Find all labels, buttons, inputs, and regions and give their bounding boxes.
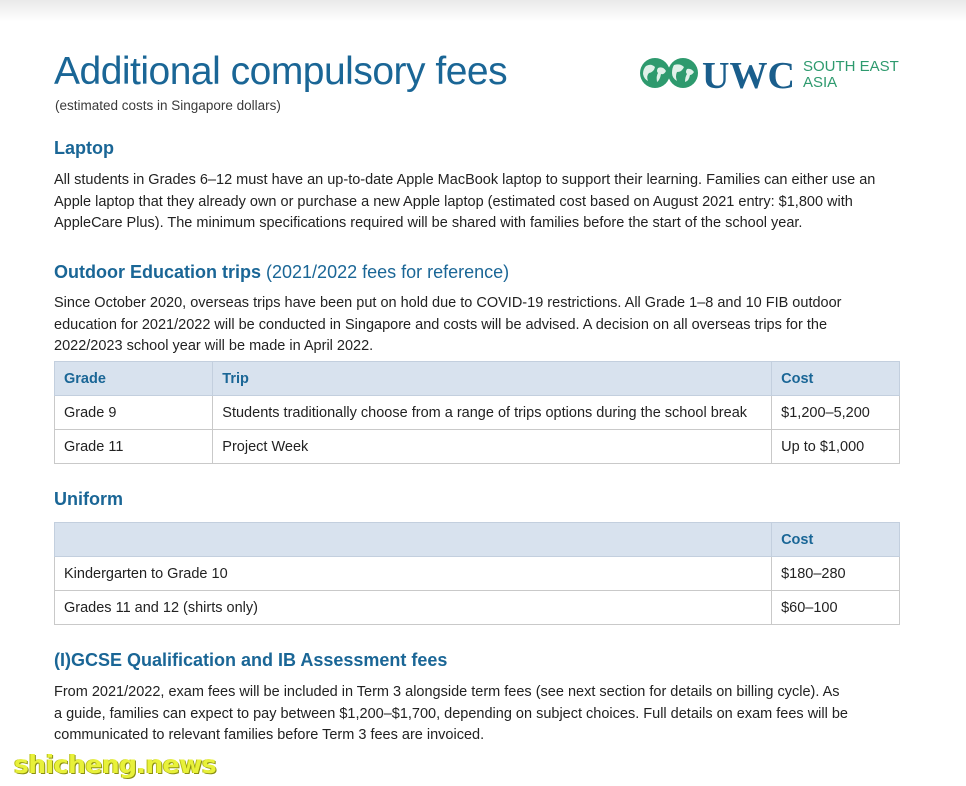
column-header-cost: Cost [772, 523, 900, 557]
cell-cost: Up to $1,000 [772, 430, 900, 464]
outdoor-trips-table [54, 361, 900, 464]
column-header-item [55, 523, 772, 557]
cell-cost: $180–280 [772, 557, 900, 591]
paragraph-line: communicated to relevant families before Term 3 fees are invoiced. [54, 727, 485, 743]
exam-paragraph [54, 682, 900, 747]
uwc-logo [636, 54, 906, 94]
section-heading-outdoor [54, 262, 509, 283]
cell-cost: $60–100 [772, 591, 900, 625]
outdoor-paragraph [54, 293, 900, 358]
cell-cost: $1,200–5,200 [772, 396, 900, 430]
globe-icon [668, 58, 698, 88]
page-title: Additional compulsory fees [54, 50, 508, 93]
table-row [55, 430, 900, 464]
paragraph-line: AppleCare Plus). The minimum specifications required will be shared with families before the start of the school year. [54, 215, 803, 231]
paragraph-line: Since October 2020, overseas trips have been put on hold due to COVID-19 restrictions. All Grade 1–8 and 10 FIB outdoor [54, 295, 842, 311]
column-header-cost: Cost [772, 362, 900, 396]
column-header-grade: Grade [55, 362, 213, 396]
paragraph-line: 2022/2023 school year will be made in April 2022. [54, 338, 374, 354]
paragraph-line: From 2021/2022, exam fees will be included in Term 3 alongside term fees (see next section for details on billing cycle). As [54, 684, 840, 700]
table-row [55, 396, 900, 430]
section-heading-laptop: Laptop [54, 138, 114, 158]
table-header-row [55, 523, 900, 557]
cell-grade: Grade 9 [55, 396, 213, 430]
logo-sub-line1: SOUTH EAST [803, 58, 899, 75]
cell-grade: Grade 11 [55, 430, 213, 464]
section-heading-uniform: Uniform [54, 489, 123, 509]
paragraph-line: a guide, families can expect to pay between $1,200–$1,700, depending on subject choices. Full details on exam fees will be [54, 705, 848, 722]
cell-trip: Project Week [213, 430, 772, 464]
globe-icon [640, 58, 670, 88]
cell-trip: Students traditionally choose from a range of trips options during the school break [213, 396, 772, 430]
cell-item: Kindergarten to Grade 10 [55, 557, 772, 591]
table-header-row [55, 362, 900, 396]
page-subtitle: (estimated costs in Singapore dollars) [55, 98, 281, 113]
paragraph-line: All students in Grades 6–12 must have an up-to-date Apple MacBook laptop to support their learning. Families can either use an [54, 172, 876, 188]
column-header-trip: Trip [213, 362, 772, 396]
top-shade [0, 0, 966, 22]
outdoor-heading-text: Outdoor Education trips [54, 262, 261, 282]
cell-item: Grades 11 and 12 (shirts only) [55, 591, 772, 625]
section-heading-exam: (I)GCSE Qualification and IB Assessment fees [54, 650, 448, 670]
uniform-table [54, 522, 900, 625]
logo-main-text: UWC [702, 55, 795, 94]
table-row [55, 591, 900, 625]
paragraph-line: education for 2021/2022 will be conducted in Singapore and costs will be advised. A decision on all overseas trips for the [54, 316, 828, 333]
table-row [55, 557, 900, 591]
logo-sub-line2: ASIA [803, 74, 838, 91]
paragraph-line: Apple laptop that they already own or purchase a new Apple laptop (estimated cost based on August 2021 entry: $1,800 with [54, 193, 853, 210]
laptop-paragraph [54, 170, 900, 235]
watermark: shicheng.news [14, 750, 217, 779]
outdoor-heading-note: (2021/2022 fees for reference) [266, 262, 510, 282]
